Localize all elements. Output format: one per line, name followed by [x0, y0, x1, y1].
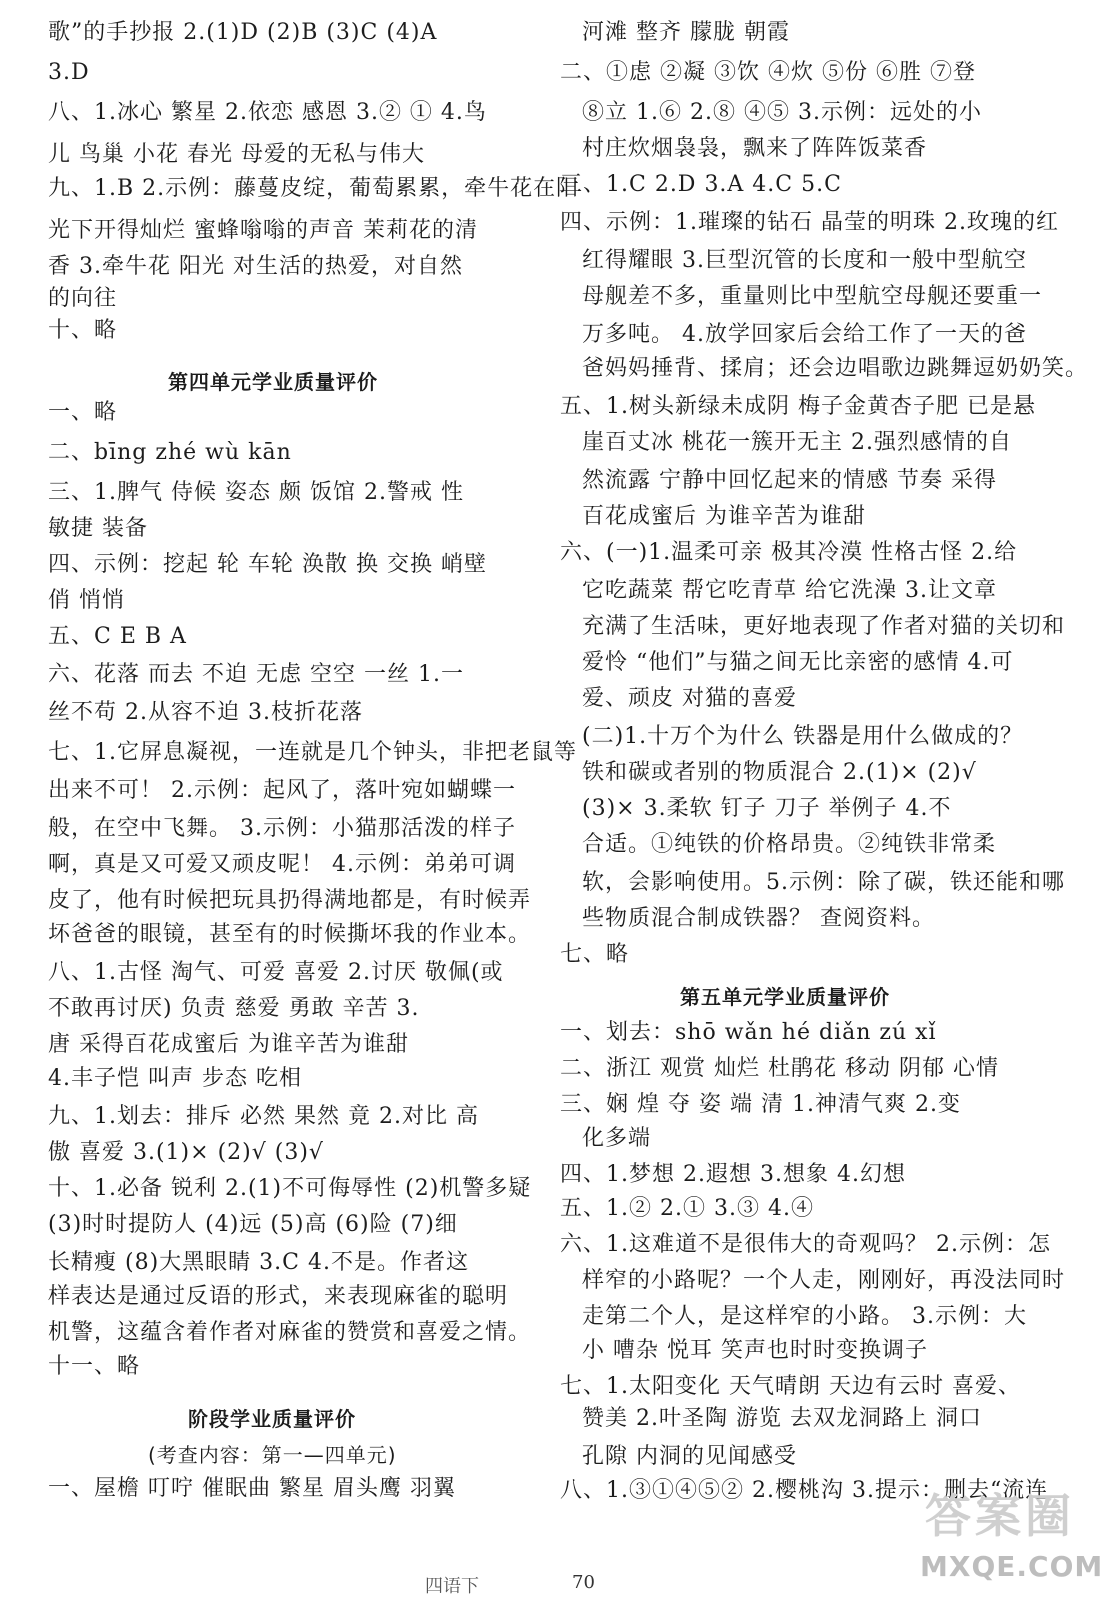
section-subheading: (考查内容：第一—四单元): [148, 1443, 397, 1467]
right-answer-line: 赞美 2.叶圣陶 游览 去双龙洞路上 洞口: [582, 1406, 982, 1431]
right-answer-line: ⑧立 1.⑥ 2.⑧ ④⑤ 3.示例：远处的小: [582, 100, 982, 125]
left-answer-line: 一、略: [48, 400, 118, 425]
left-answer-line: 八、1.冰心 繁星 2.依恋 感恩 3.② ① 4.鸟: [48, 100, 487, 125]
right-answer-line: 走第二个人，是这样窄的小路。 3.示例：大: [582, 1304, 1027, 1329]
left-answer-line: 不敢再讨厌) 负责 慈爱 勇敢 辛苦 3.: [48, 996, 420, 1021]
right-answer-line: 一、划去：shō wǎn hé diǎn zú xǐ: [560, 1020, 937, 1045]
right-answer-line: 五、1.树头新绿未成阴 梅子金黄杏子肥 已是悬: [560, 394, 1036, 419]
right-answer-line: 样窄的小路呢？一个人走，刚刚好，再没法同时: [582, 1268, 1066, 1293]
left-answer-line: 长精瘦 (8)大黑眼睛 3.C 4.不是。作者这: [48, 1250, 469, 1275]
right-answer-line: 三、1.C 2.D 3.A 4.C 5.C: [560, 172, 842, 197]
left-answer-line: 的向往: [48, 286, 118, 311]
left-answer-line: 七、1.它屏息凝视，一连就是几个钟头，非把老鼠等: [48, 740, 577, 765]
watermark-url: MXQE.COM: [920, 1550, 1104, 1583]
right-answer-line: 小 嘈杂 悦耳 笑声也时时变换调子: [582, 1338, 928, 1363]
right-answer-line: 它吃蔬菜 帮它吃青草 给它洗澡 3.让文章: [582, 578, 997, 603]
right-answer-line: 然流露 宁静中回忆起来的情感 节奏 采得: [582, 468, 997, 493]
watermark-logo: [905, 1480, 1104, 1590]
left-answer-line: 十一、略: [48, 1354, 141, 1379]
right-answer-line: 八、1.③①④⑤② 2.樱桃沟 3.提示：删去“流连: [560, 1478, 1049, 1503]
left-answer-line: 丝不苟 2.从容不迫 3.枝折花落: [48, 700, 363, 725]
left-answer-line: 三、1.脾气 侍候 姿态 颇 饭馆 2.警戒 性: [48, 480, 464, 505]
left-answer-line: 十、略: [48, 318, 118, 343]
right-answer-line: 四、示例：1.璀璨的钻石 晶莹的明珠 2.玫瑰的红: [560, 210, 1059, 235]
left-answer-line: 六、花落 而去 不迫 无虑 空空 一丝 1.一: [48, 662, 464, 687]
right-answer-line: 五、1.② 2.① 3.③ 4.④: [560, 1196, 814, 1221]
left-answer-line: 四、示例：挖起 轮 车轮 涣散 换 交换 峭壁: [48, 552, 487, 577]
right-answer-line: 六、(一)1.温柔可亲 极其冷漠 性格古怪 2.给: [560, 540, 1018, 565]
right-answer-line: 七、1.太阳变化 天气晴朗 天边有云时 喜爱、: [560, 1374, 1021, 1399]
right-answer-line: 六、1.这难道不是很伟大的奇观吗？ 2.示例：怎: [560, 1232, 1051, 1257]
left-answer-line: 啊，真是又可爱又顽皮呢！ 4.示例：弟弟可调: [48, 852, 516, 877]
left-answer-line: 般，在空中飞舞。 3.示例：小猫那活泼的样子: [48, 816, 516, 841]
left-answer-line: 香 3.牵牛花 阳光 对生活的热爱，对自然: [48, 254, 463, 279]
section-heading: 第四单元学业质量评价: [168, 370, 378, 394]
left-answer-line: 敏捷 装备: [48, 516, 148, 541]
right-answer-line: 合适。①纯铁的价格昂贵。②纯铁非常柔: [582, 832, 997, 857]
right-answer-line: 三、娴 煌 夺 姿 端 清 1.神清气爽 2.变: [560, 1092, 961, 1117]
left-answer-line: 二、bīng zhé wù kān: [48, 440, 292, 465]
right-answer-line: 百花成蜜后 为谁辛苦为谁甜: [582, 504, 866, 529]
left-answer-line: 出来不可！ 2.示例：起风了，落叶宛如蝴蝶一: [48, 778, 516, 803]
left-answer-line: 八、1.古怪 淘气、可爱 喜爱 2.讨厌 敬佩(或: [48, 960, 504, 985]
right-answer-line: 孔隙 内洞的见闻感受: [582, 1444, 797, 1469]
right-answer-line: 崖百丈冰 桃花一簇开无主 2.强烈感情的自: [582, 430, 1012, 455]
right-answer-line: 万多吨。 4.放学回家后会给工作了一天的爸: [582, 322, 1027, 347]
right-answer-line: 化多端: [582, 1126, 652, 1151]
footer-subject: 四语下: [425, 1576, 479, 1597]
right-answer-line: (3)× 3.柔软 钉子 刀子 举例子 4.不: [582, 796, 952, 821]
left-answer-line: 九、1.B 2.示例：藤蔓皮绽，葡萄累累，牵牛花在阳: [48, 176, 580, 201]
left-answer-line: 坏爸爸的眼镜，甚至有的时候撕坏我的作业本。: [48, 922, 532, 947]
right-answer-line: 河滩 整齐 朦胧 朝霞: [582, 20, 790, 45]
left-answer-line: 儿 鸟巢 小花 春光 母爱的无私与伟大: [48, 142, 425, 167]
left-answer-line: 歌”的手抄报 2.(1)D (2)B (3)C (4)A: [48, 20, 438, 45]
right-answer-line: 软，会影响使用。5.示例：除了碳，铁还能和哪: [582, 870, 1065, 895]
right-answer-line: 村庄炊烟袅袅，飘来了阵阵饭菜香: [582, 136, 928, 161]
page-number: 70: [572, 1572, 595, 1593]
left-answer-line: 4.丰子恺 叫声 步态 吃相: [48, 1066, 302, 1091]
right-answer-line: 七、略: [560, 942, 630, 967]
left-answer-line: 皮了，他有时候把玩具扔得满地都是，有时候弄: [48, 888, 532, 913]
right-answer-line: 爱怜 “他们”与猫之间无比亲密的感情 4.可: [582, 650, 1014, 675]
section-heading: 第五单元学业质量评价: [680, 985, 890, 1009]
left-answer-line: 五、C E B A: [48, 624, 187, 649]
left-answer-line: 十、1.必备 锐利 2.(1)不可侮辱性 (2)机警多疑: [48, 1176, 532, 1201]
right-answer-line: 二、①虑 ②凝 ③饮 ④炊 ⑤份 ⑥胜 ⑦登: [560, 60, 976, 85]
left-answer-line: 俏 悄悄: [48, 588, 125, 613]
right-answer-line: (二)1.十万个为什么 铁器是用什么做成的？: [582, 724, 1024, 749]
left-answer-line: 九、1.划去：排斥 必然 果然 竟 2.对比 高: [48, 1104, 479, 1129]
watermark-logo-text: 答案圈: [925, 1489, 1075, 1543]
left-answer-line: 3.D: [48, 60, 90, 85]
left-answer-line: 样表达是通过反语的形式，来表现麻雀的聪明: [48, 1284, 509, 1309]
left-answer-line: 唐 采得百花成蜜后 为谁辛苦为谁甜: [48, 1032, 409, 1057]
section-heading: 阶段学业质量评价: [188, 1407, 356, 1431]
right-answer-line: 爸妈妈捶背、揉肩；还会边唱歌边跳舞逗奶奶笑。: [582, 356, 1089, 381]
right-answer-line: 充满了生活味，更好地表现了作者对猫的关切和: [582, 614, 1066, 639]
right-answer-line: 红得耀眼 3.巨型沉管的长度和一般中型航空: [582, 248, 1027, 273]
right-answer-line: 铁和碳或者别的物质混合 2.(1)× (2)√: [582, 760, 977, 785]
left-answer-line: 光下开得灿烂 蜜蜂嗡嗡的声音 茉莉花的清: [48, 218, 478, 243]
left-answer-line: (3)时时提防人 (4)远 (5)高 (6)险 (7)细: [48, 1212, 458, 1237]
right-answer-line: 母舰差不多，重量则比中型航空母舰还要重一: [582, 284, 1043, 309]
right-answer-line: 二、浙江 观赏 灿烂 杜鹃花 移动 阴郁 心情: [560, 1056, 999, 1081]
left-answer-line: 机警，这蕴含着作者对麻雀的赞赏和喜爱之情。: [48, 1320, 532, 1345]
right-answer-line: 些物质混合制成铁器？ 查阅资料。: [582, 906, 935, 931]
left-answer-line: 一、屋檐 叮咛 催眠曲 繁星 眉头鹰 羽翼: [48, 1476, 456, 1501]
left-answer-line: 傲 喜爱 3.(1)× (2)√ (3)√: [48, 1140, 324, 1165]
right-answer-line: 四、1.梦想 2.遐想 3.想象 4.幻想: [560, 1162, 906, 1187]
right-answer-line: 爱、顽皮 对猫的喜爱: [582, 686, 797, 711]
